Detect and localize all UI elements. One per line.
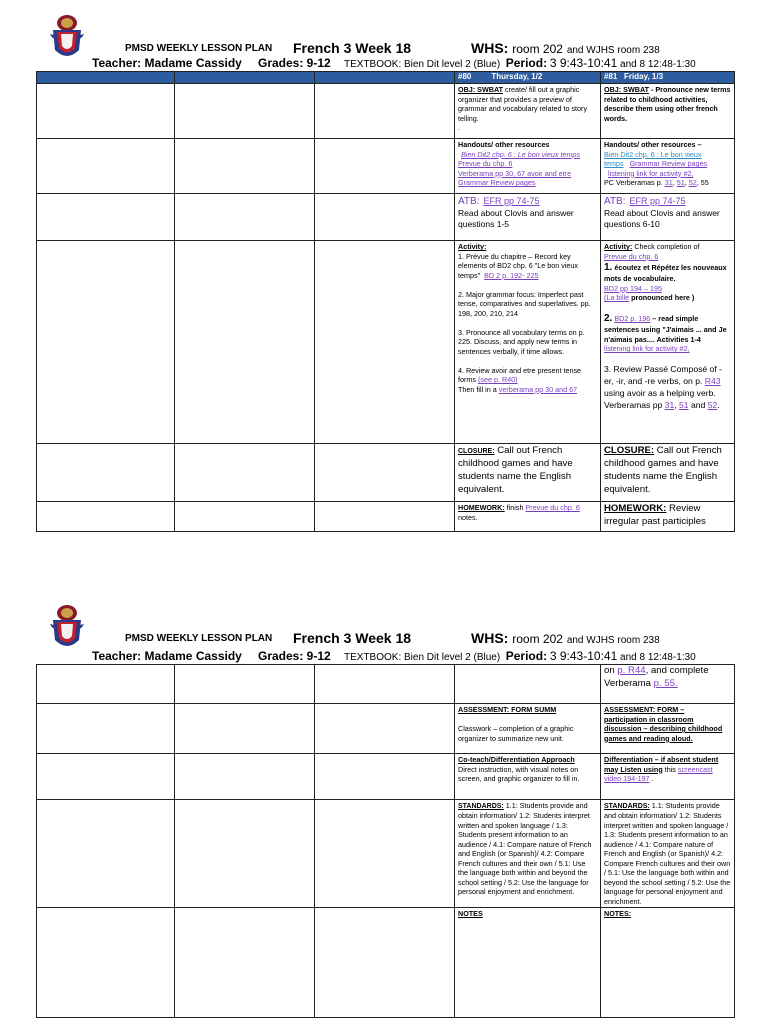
assessment-row [37, 704, 735, 754]
link-listening[interactable]: listening link for activity #2, [608, 168, 694, 178]
textbook-and-period [344, 650, 696, 663]
notes-row [37, 908, 735, 1018]
thu-notes: NOTES [455, 908, 601, 1018]
differentiation-row [37, 754, 735, 800]
link-r43[interactable]: R43 [704, 376, 721, 387]
link-screencast[interactable]: screencast video 194-197 [604, 764, 713, 783]
fri-assessment: ASSESSMENT: FORM – participation in classroom discussion – describing childhood games and reading aloud. [601, 704, 735, 754]
lesson-plan-table-2 [36, 664, 735, 1018]
fri-handouts: Handouts/ other resources – Bien Dit2 chp. 6 : Le bon vieux temps Grammar Review pages listening link for activity #2, PC Verberamas p. 31, 51, 52, 55 [601, 139, 735, 194]
thu-closure: CLOSURE: Call out French childhood games and have students name the English equivalent. [455, 444, 601, 502]
period-extra: and 8 12:48-1:30 [620, 59, 696, 70]
link-prevue[interactable]: Prevue du chp. 6 [604, 251, 659, 261]
link-bd2-194[interactable]: BD2 pp 194 – 195 [604, 283, 662, 293]
thursday-header: #80 Thursday, 1/2 [455, 72, 601, 84]
wjhs-room-number: and WJHS room 238 [566, 635, 660, 646]
link-la-bille[interactable]: (La bille [604, 293, 630, 303]
thu-handouts: Handouts/ other resources Bien Dit2 chp. 6 : Le bon vieux temps Prevue du chp. 6 Verberama pp 30, 67 avoir and etre Grammar Review pages [455, 139, 601, 194]
textbook: TEXTBOOK: Bien Dit level 2 (Blue) [344, 652, 501, 663]
thu-standards: STANDARDS: 1.1: Students provide and obtain information/ 1.2: Students interpret written and spoken language / 1.3: Students present information to an audience / 4.1: Compare nature of French and English (or Spanish)/ 4.2: Compare French cultures and their own / 5.1: Use the language both within and beyond the school setting / 5.2: Use the language for personal enjoyment and enrichment. [455, 800, 601, 908]
link-efr[interactable]: EFR pp 74-75 [483, 196, 540, 206]
continued-row [37, 665, 735, 704]
whs-room [471, 631, 660, 646]
link-verberama-52[interactable]: 52 [707, 400, 718, 411]
grades: Grades: 9-12 [258, 649, 331, 663]
whs-room-number: room 202 [512, 632, 563, 646]
textbook: TEXTBOOK: Bien Dit level 2 (Blue) [344, 59, 501, 70]
link-listening[interactable]: listening link for activity #2, [604, 344, 690, 354]
link-verberama-31[interactable]: 31 [664, 178, 673, 187]
fri-notes: NOTES: [601, 908, 735, 1018]
link-r44[interactable]: p. R44 [617, 665, 646, 676]
thu-homework: HOMEWORK: finish Prevue du chp. 6 notes. [455, 502, 601, 532]
period-times: 3 9:43-10:41 [549, 649, 618, 663]
whs-label: WHS: [471, 630, 509, 646]
fri-atb: ATB: EFR pp 74-75 Read about Clovis and answer questions 6-10 [601, 194, 735, 241]
fri-activity: Activity: Check completion of Prevue du chp. 6 1. écoutez et Répétez les nouveaux mots de vocabulaire. BD2 pp 194 – 195 (La bille pronounced here ) 2. BD2 p. 196 – read simple sentences using "J'aimais ... and Je n'aimais pas.... Activities 1-4 listening link for activity #2, 3. Review Passé Composé of -er, -ir, and -re verbs, on p. R43 using avoir as a helping verb. Verberamas pp 31, 51 and 52. [601, 241, 735, 444]
period-times: 3 9:43-10:41 [549, 56, 618, 70]
teacher-name: Teacher: Madame Cassidy [92, 56, 242, 70]
link-verberama-55[interactable]: p. 55. [653, 677, 678, 689]
link-r40[interactable]: (see p. R40) [477, 375, 518, 384]
link-bien-dit-chp6[interactable]: Bien Dit2 chp. 6 : Le bon vieux temps [461, 149, 581, 159]
fri-objective: OBJ: SWBAT - Pronounce new terms related to childhood activities, describe them using other french words. [601, 84, 735, 139]
plan-title: PMSD WEEKLY LESSON PLAN [125, 633, 273, 644]
wjhs-room-number: and WJHS room 238 [566, 45, 660, 56]
school-crest-logo [48, 602, 86, 652]
course-title: French 3 Week 18 [293, 630, 412, 646]
thu-atb: ATB: EFR pp 74-75 Read about Clovis and answer questions 1-5 [455, 194, 601, 241]
link-verberama-51[interactable]: 51 [676, 178, 685, 187]
thu-objective: OBJ: SWBAT create/ fill out a graphic organizer that provides a preview of grammar and vocabulary related to story telling. . [455, 84, 601, 139]
fri-standards: STANDARDS: 1.1: Students provide and obtain information/ 1.2: Students interpret written and spoken language / 1.3: Students present information to an audience / 4.1: Compare nature of French and English (or Spanish)/ 4.2: Compare French cultures and their own / 5.1: Use the language both within and beyond the school setting / 5.2: Use the language for personal enjoyment and enrichment. [601, 800, 735, 908]
teacher-name: Teacher: Madame Cassidy [92, 649, 242, 663]
grades: Grades: 9-12 [258, 56, 331, 70]
plan-title: PMSD WEEKLY LESSON PLAN [125, 43, 273, 54]
thu-coteach: Co-teach/Differentiation Approach Direct instruction, with visual notes on screen, and graphic organizer to fill in. [455, 754, 601, 800]
fri-differentiation: Differentiation – if absent student may Listen using this screencast video 194-197 . [601, 754, 735, 800]
link-efr[interactable]: EFR pp 74-75 [629, 196, 686, 206]
whs-room-number: room 202 [512, 42, 563, 56]
fri-homework: HOMEWORK: Review irregular past participles [601, 502, 735, 532]
thu-activity: Activity: 1. Prévue du chapitre – Record key elements of BD2 chp. 6 "Le bon vieux temps" BD 2 p. 192- 225 2. Major grammar focus: Imperfect past tense, comparatives and superlatives. pp. 198, 200, 210, 214 3. Pronounce all vocabulary terms on p. 225. Discuss, and apply new terms in sentences verbally, if time allows. 4. Review avoir and etre present tense forms (see p. R40) Then fill in a verberama pp 30 and 67 [455, 241, 601, 444]
link-bien-dit-chp6[interactable]: Bien Dit2 chp. 6 : Le bon vieux temps [604, 149, 702, 168]
link-grammar-review[interactable]: Grammar Review pages [629, 159, 708, 168]
link-prevue[interactable]: Prevue du chp. 6 [458, 159, 513, 168]
fri-closure: CLOSURE: Call out French childhood games and have students name the English equivalent. [601, 444, 735, 502]
link-bd2[interactable]: BD 2 p. 192- 225 [484, 270, 539, 280]
link-verberama-30-67[interactable]: verberama pp 30 and 67 [498, 384, 578, 394]
period-label: Period: [505, 56, 548, 70]
link-verberama-52[interactable]: 52 [688, 178, 697, 187]
period-extra: and 8 12:48-1:30 [620, 652, 696, 663]
course-title: French 3 Week 18 [293, 40, 412, 56]
link-bd2-196[interactable]: BD2 p. 196 [614, 314, 651, 324]
standards-row [37, 800, 735, 908]
thu-assessment: ASSESSMENT: FORM SUMM Classwork – completion of a graphic organizer to summarize new unit. [455, 704, 601, 754]
whs-label: WHS: [471, 40, 509, 56]
fri-continued: on p. R44, and complete Verberama p. 55. [601, 665, 735, 704]
link-verberama-31[interactable]: 31 [664, 400, 675, 411]
link-verberama[interactable]: Verberama pp 30, 67 avoir and etre [458, 168, 572, 178]
friday-header: #81 Friday, 1/3 [601, 72, 735, 84]
link-grammar-review[interactable]: Grammar Review pages [458, 178, 536, 187]
link-prevue[interactable]: Prevue du chp. 6 [525, 503, 580, 512]
period-label: Period: [505, 649, 548, 663]
link-verberama-51[interactable]: 51 [679, 400, 689, 411]
